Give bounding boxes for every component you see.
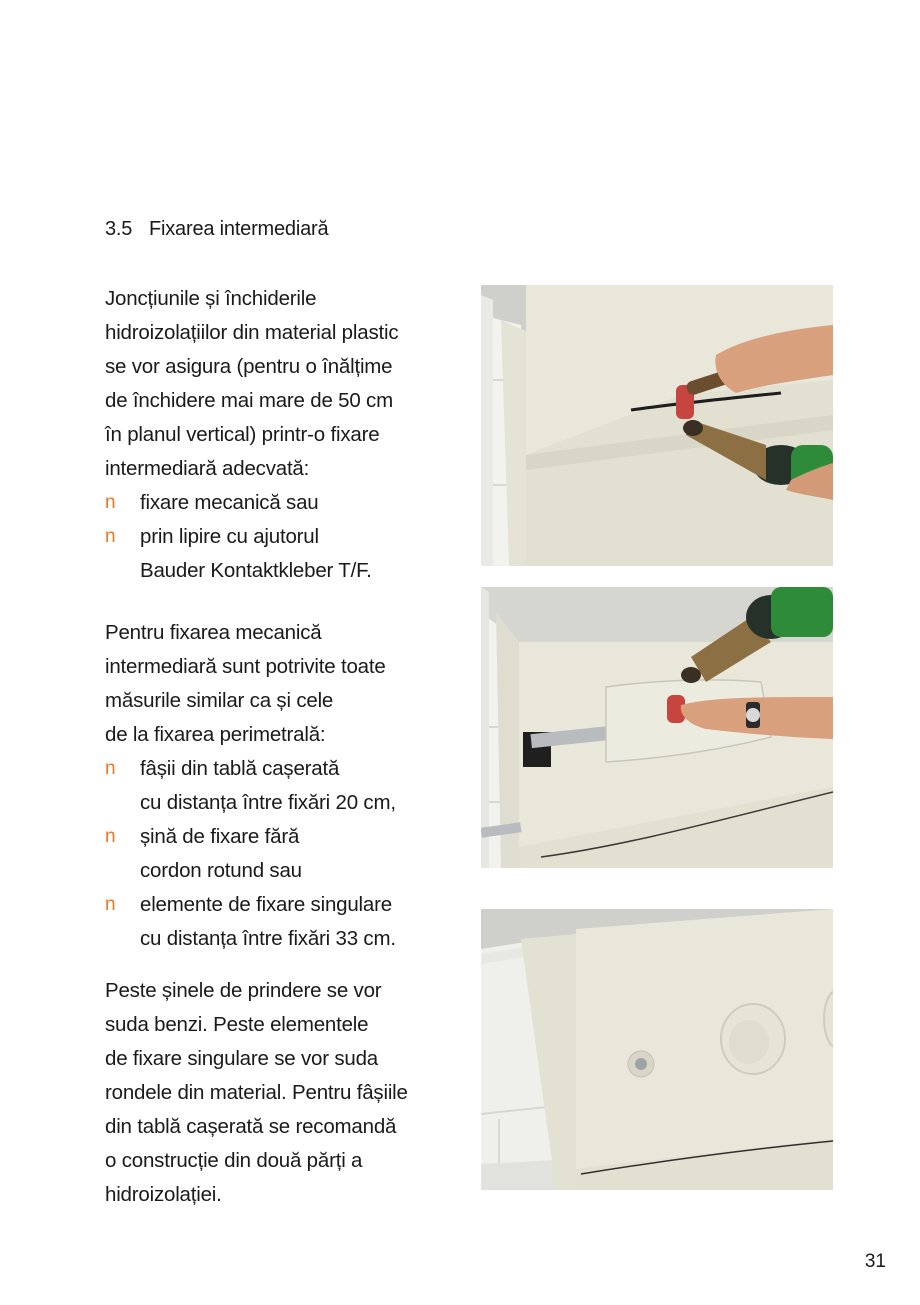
text-line: rondele din material. Pentru fâșiile bbox=[105, 1081, 408, 1104]
text-line: de la fixarea perimetrală: bbox=[105, 723, 326, 746]
text-line: hidroizolației. bbox=[105, 1183, 222, 1206]
list-item bbox=[105, 820, 465, 888]
list-item-text: prin lipire cu ajutorul bbox=[140, 525, 319, 548]
list-item-text: fixare mecanică sau bbox=[140, 491, 319, 514]
text-line: Pentru fixarea mecanică bbox=[105, 621, 322, 644]
welding-fixing-rail-cover-photo bbox=[481, 587, 833, 868]
text-line: hidroizolațiilor din material plastic bbox=[105, 321, 399, 344]
text-line: Peste șinele de prindere se vor bbox=[105, 979, 382, 1002]
list-item-text: fâșii din tablă cașerată bbox=[140, 757, 340, 780]
intro-paragraph bbox=[105, 282, 465, 486]
text-line: în planul vertical) printr-o fixare bbox=[105, 423, 380, 446]
list-item-text: șină de fixare fără bbox=[140, 825, 300, 848]
text-line: de închidere mai mare de 50 cm bbox=[105, 389, 393, 412]
list-item-text: cordon rotund sau bbox=[140, 859, 302, 882]
bullet-marker: n bbox=[105, 826, 116, 847]
section-title: Fixarea intermediară bbox=[149, 218, 329, 240]
single-fixing-elements-photo bbox=[481, 909, 833, 1190]
text-line: intermediară sunt potrivite toate bbox=[105, 655, 386, 678]
list-item-text: cu distanța între fixări 20 cm, bbox=[140, 791, 396, 814]
bullet-marker: n bbox=[105, 492, 116, 513]
bullet-marker: n bbox=[105, 758, 116, 779]
mechanical-fixing-paragraph bbox=[105, 616, 465, 752]
text-line: intermediară adecvată: bbox=[105, 457, 310, 480]
list-item-text: Bauder Kontaktkleber T/F. bbox=[140, 559, 372, 582]
text-line: de fixare singulare se vor suda bbox=[105, 1047, 378, 1070]
text-line: măsurile similar ca și cele bbox=[105, 689, 334, 712]
page-number: 31 bbox=[864, 1251, 886, 1272]
list-item-text: elemente de fixare singulare bbox=[140, 893, 392, 916]
text-line: suda benzi. Peste elementele bbox=[105, 1013, 369, 1036]
bullet-marker: n bbox=[105, 526, 116, 547]
list-item bbox=[105, 486, 465, 520]
list-item-text: cu distanța între fixări 33 cm. bbox=[140, 927, 396, 950]
text-line: se vor asigura (pentru o înălțime bbox=[105, 355, 393, 378]
mechanical-fixing-list bbox=[105, 752, 465, 956]
section-number: 3.5 bbox=[105, 218, 133, 240]
text-line: din tablă cașerată se recomandă bbox=[105, 1115, 397, 1138]
list-item bbox=[105, 520, 465, 588]
welding-seam-photo bbox=[481, 285, 833, 566]
bullet-marker: n bbox=[105, 894, 116, 915]
section-heading bbox=[105, 216, 328, 242]
list-item bbox=[105, 752, 465, 820]
text-line: Joncțiunile și închiderile bbox=[105, 287, 317, 310]
body-text-column bbox=[105, 282, 465, 1212]
closing-paragraph bbox=[105, 974, 465, 1212]
text-line: o construcție din două părți a bbox=[105, 1149, 363, 1172]
fixing-methods-list bbox=[105, 486, 465, 588]
list-item bbox=[105, 888, 465, 956]
